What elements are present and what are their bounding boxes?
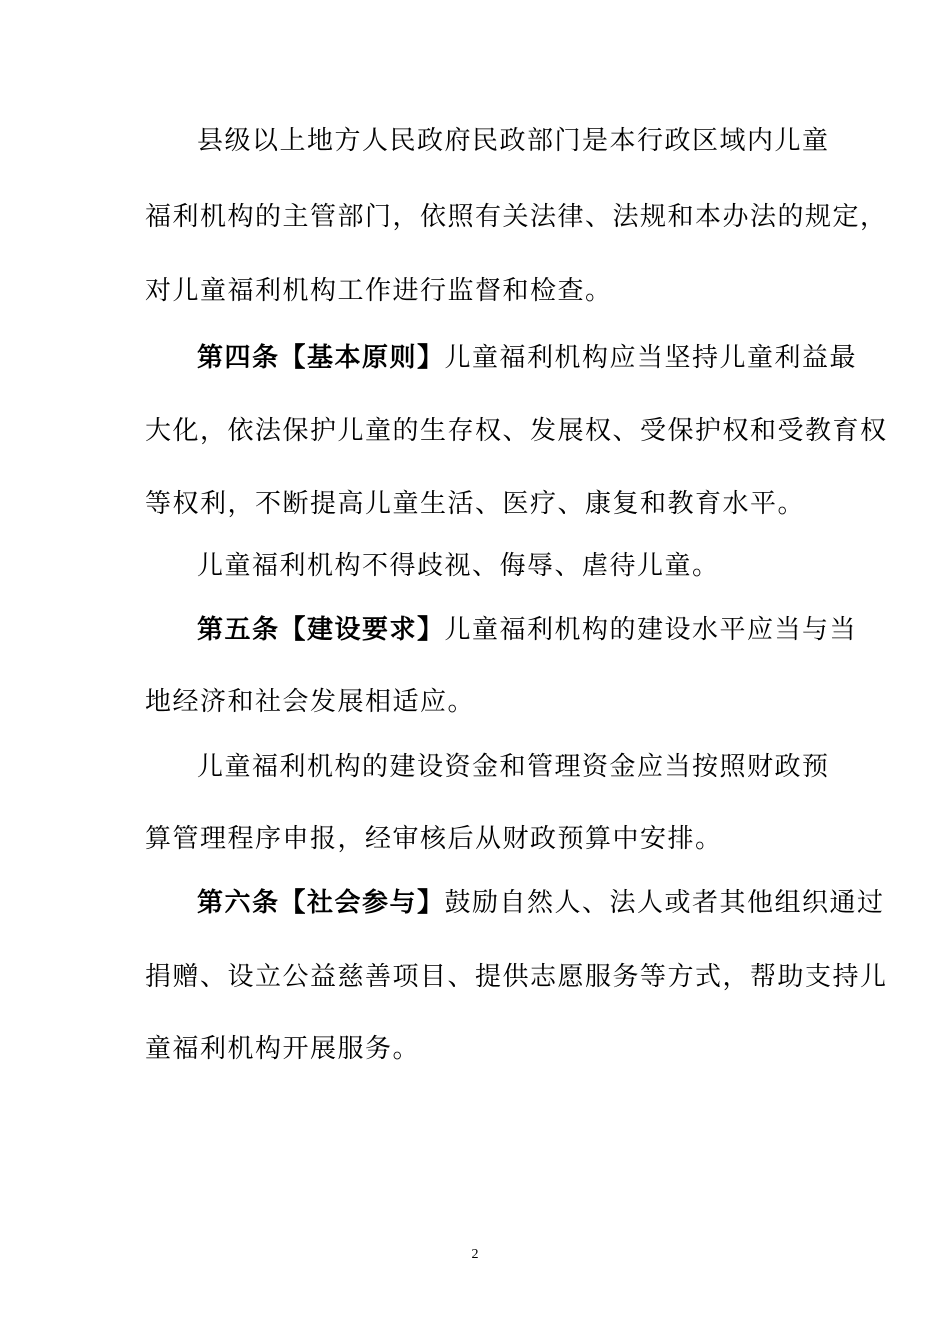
page-number: 2 — [471, 1247, 479, 1262]
article-6-line-1-text: 鼓励自然人、法人或者其他组织通过 — [444, 888, 885, 918]
paragraph-1-line-1: 县级以上地方人民政府民政部门是本行政区域内儿童 — [197, 126, 830, 156]
article-5-line-1 — [197, 613, 858, 647]
article-5-line-2: 地经济和社会发展相适应。 — [145, 687, 476, 717]
article-5-line-1-text: 儿童福利机构的建设水平应当与当 — [444, 615, 858, 645]
article-4-line-3: 等权利，不断提高儿童生活、医疗、康复和教育水平。 — [145, 489, 806, 519]
paragraph-3-line-1: 儿童福利机构不得歧视、侮辱、虐待儿童。 — [197, 551, 720, 581]
article-6-line-2: 捐赠、设立公益慈善项目、提供志愿服务等方式，帮助支持儿 — [145, 962, 888, 992]
article-6-line-1 — [197, 886, 885, 920]
article-4-line-2: 大化，依法保护儿童的生存权、发展权、受保护权和受教育权 — [145, 416, 888, 446]
paragraph-1-line-2: 福利机构的主管部门，依照有关法律、法规和本办法的规定， — [145, 202, 888, 232]
article-4-heading: 第四条【基本原则】 — [197, 343, 445, 373]
paragraph-5-line-2: 算管理程序申报，经审核后从财政预算中安排。 — [145, 824, 723, 854]
article-4-line-1-text: 儿童福利机构应当坚持儿童利益最 — [444, 343, 858, 373]
paragraph-1-line-3: 对儿童福利机构工作进行监督和检查。 — [145, 276, 613, 306]
article-6-heading: 第六条【社会参与】 — [197, 888, 445, 918]
article-4-line-1 — [197, 341, 858, 375]
article-5-heading: 第五条【建设要求】 — [197, 615, 445, 645]
article-6-line-3: 童福利机构开展服务。 — [145, 1034, 421, 1064]
paragraph-5-line-1: 儿童福利机构的建设资金和管理资金应当按照财政预 — [197, 752, 830, 782]
